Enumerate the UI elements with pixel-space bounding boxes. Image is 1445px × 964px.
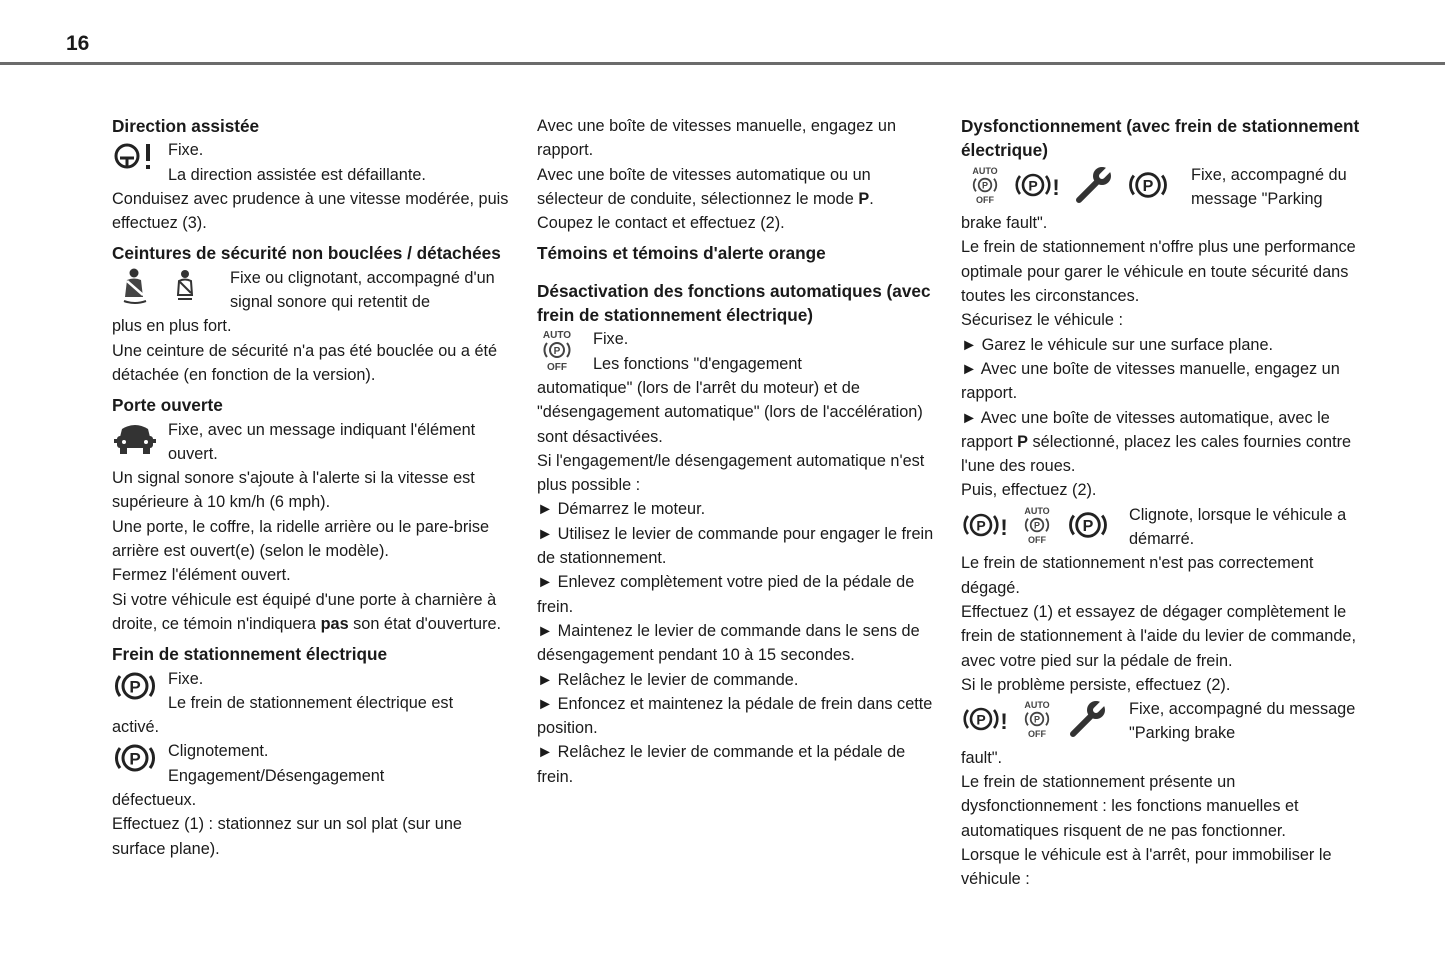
parking-brake-icon <box>1065 508 1111 542</box>
bullet-item: ► Utilisez le levier de commande pour engager le frein de stationnement. <box>537 524 934 568</box>
frein-blink-continuation: défectueux. <box>112 791 197 810</box>
steering-warning-icon <box>112 139 156 173</box>
svg-text:!: ! <box>1052 174 1060 200</box>
bullet-item: ► Garez le véhicule sur une surface plane. <box>961 335 1274 354</box>
auto-off-parking-icon <box>967 164 1003 206</box>
auto-off-parking-icon <box>1019 504 1055 546</box>
col3-paragraph-3: Puis, effectuez (2). <box>961 481 1097 500</box>
bullet-item: ► Relâchez le levier de commande et la pédale de frein. <box>537 743 906 786</box>
direction-line-2: La direction assistée est défaillante. <box>168 165 426 184</box>
door-open-icon <box>112 419 158 459</box>
frein-active-block <box>112 667 512 716</box>
dysf-2-line-1: Clignote, lorsque le véhicule a démarré. <box>1129 505 1347 549</box>
svg-text:P: P <box>976 711 986 728</box>
svg-text:P: P <box>1028 177 1038 194</box>
frein-active-line-1: Fixe. <box>168 669 204 688</box>
svg-text:P: P <box>1033 714 1041 725</box>
svg-text:AUTO: AUTO <box>1024 700 1050 711</box>
col2-paragraph-1: Avec une boîte de vitesses manuelle, engagez un rapport. <box>537 117 897 160</box>
svg-text:P: P <box>129 749 141 769</box>
col3-paragraph-4: Le frein de stationnement n'est pas correctement dégagé. <box>961 554 1314 597</box>
bullet-item: ► Avec une boîte de vitesses manuelle, engagez un rapport. <box>961 359 1340 403</box>
col3-paragraph-2: Sécurisez le véhicule : <box>961 311 1123 330</box>
svg-text:OFF: OFF <box>547 362 567 373</box>
col2-paragraph-2: Avec une boîte de vitesses automatique ou un sélecteur de conduite, sélectionnez le mode P. <box>537 165 874 208</box>
frein-blink-line-1: Clignotement. <box>168 742 269 761</box>
porte-paragraph-2: Une porte, le coffre, la ridelle arrière ou le pare-brise arrière est ouvert(e) (selon le modèle). <box>112 517 490 561</box>
heading-direction-assistee: Direction assistée <box>112 116 260 136</box>
svg-text:AUTO: AUTO <box>972 165 998 176</box>
dysf-3-line-1: Fixe, accompagné du message "Parking brake <box>1129 700 1356 743</box>
svg-text:P: P <box>129 677 141 697</box>
ceintures-paragraph: Une ceinture de sécurité n'a pas été bouclée ou a été détachée (en fonction de la version). <box>112 341 498 384</box>
frein-active-line-2: Le frein de stationnement électrique est <box>168 693 454 712</box>
dysf-block-3 <box>961 697 1361 746</box>
svg-text:P: P <box>553 346 561 358</box>
svg-text:OFF: OFF <box>976 194 994 205</box>
svg-text:AUTO: AUTO <box>542 330 572 342</box>
svg-text:!: ! <box>1000 514 1008 540</box>
ceintures-line-1: Fixe ou clignotant, accompagné d'un signal sonore qui retentit de <box>230 268 495 312</box>
auto-off-parking-icon <box>537 328 577 372</box>
dysf-block-1 <box>961 163 1361 212</box>
direction-continuation: Conduisez avec prudence à une vitesse modérée, puis effectuez (3). <box>112 189 509 233</box>
heading-porte-ouverte: Porte ouverte <box>112 395 223 416</box>
svg-text:OFF: OFF <box>1028 534 1046 545</box>
svg-text:!: ! <box>1000 709 1008 735</box>
svg-text:P: P <box>981 180 989 191</box>
ceintures-block <box>112 266 512 315</box>
heading-dysfonctionnement: Dysfonctionnement (avec frein de stationnement électrique) <box>961 116 1360 161</box>
desactivation-line-2: Les fonctions "d'engagement <box>593 354 802 373</box>
svg-text:P: P <box>1033 520 1041 531</box>
wrench-icon <box>1071 164 1115 206</box>
parking-brake-blink-icon <box>112 740 158 776</box>
bullet-item: ► Démarrez le moteur. <box>537 500 706 519</box>
col2-paragraph-3: Coupez le contact et effectuez (2). <box>537 214 785 233</box>
frein-active-continuation: activé. <box>112 718 160 737</box>
heading-temoins-orange: Témoins et témoins d'alerte orange <box>537 243 826 264</box>
parking-brake-icon <box>1125 168 1171 202</box>
header-rule <box>0 62 1445 65</box>
porte-block <box>112 418 512 467</box>
frein-blink-block <box>112 739 512 788</box>
col3-paragraph-1: Le frein de stationnement n'offre plus une performance optimale pour garer le véhicule en toute sécurité dans toutes les circonstances. <box>961 238 1356 306</box>
porte-paragraph-1: Un signal sonore s'ajoute à l'alerte si la vitesse est supérieure à 10 km/h (6 mph). <box>112 469 475 512</box>
porte-paragraph-3: Fermez l'élément ouvert. <box>112 566 291 585</box>
frein-paragraph: Effectuez (1) : stationnez sur un sol plat (sur une surface plane). <box>112 815 462 858</box>
wrench-icon <box>1065 698 1109 740</box>
seatbelt-rear-icon <box>172 267 200 307</box>
svg-text:AUTO: AUTO <box>1024 505 1050 516</box>
svg-text:P: P <box>1142 176 1154 195</box>
dysf-3-continuation: fault". <box>961 748 1003 767</box>
heading-ceintures: Ceintures de sécurité non bouclées / détachées <box>112 243 501 264</box>
bullet-item: ► Relâchez le levier de commande. <box>537 670 799 689</box>
heading-desactivation: Désactivation des fonctions automatiques (avec frein de stationnement électrique) <box>537 280 931 326</box>
seatbelt-icon <box>118 267 152 307</box>
parking-brake-icon <box>112 668 158 704</box>
col3-paragraph-6: Si le problème persiste, effectuez (2). <box>961 675 1231 694</box>
desactivation-line-1: Fixe. <box>593 330 629 349</box>
porte-paragraph-4: Si votre véhicule est équipé d'une porte à charnière à droite, ce témoin n'indiquera pas son état d'ouverture. <box>112 590 502 633</box>
bullet-item: ► Maintenez le levier de commande dans le sens de désengagement pendant 10 à 15 secondes. <box>537 621 920 665</box>
column-3 <box>961 114 1361 892</box>
porte-line-1: Fixe, avec un message indiquant l'élément ouvert. <box>168 420 476 463</box>
parking-brake-fault-icon <box>961 703 1009 735</box>
parking-brake-fault-icon <box>1013 169 1061 201</box>
auto-off-parking-icon <box>1019 698 1055 740</box>
svg-text:P: P <box>1082 516 1094 535</box>
direction-line-1: Fixe. <box>168 141 204 160</box>
bullet-item: ► Avec une boîte de vitesses automatique, avec le rapport P sélectionné, placez les cales fournies contre l'une des roues. <box>961 408 1352 476</box>
ceintures-continuation: plus en plus fort. <box>112 317 232 336</box>
page-number: 16 <box>66 32 90 55</box>
desactivation-continuation: automatique" (lors de l'arrêt du moteur) et de "désengagement automatique" (lors de l'accélération) sont désactivées. <box>537 378 923 446</box>
col3-paragraph-7: Le frein de stationnement présente un dysfonctionnement : les fonctions manuelles et automatiques risquent de ne pas fonctionner. <box>961 773 1299 840</box>
parking-brake-fault-icon <box>961 509 1009 541</box>
col3-paragraph-5: Effectuez (1) et essayez de dégager complètement le frein de stationnement à l'aide du levier de commande, avec votre pied sur la pédale de frein. <box>961 602 1356 670</box>
dysf-1-continuation: brake fault". <box>961 214 1048 233</box>
column-1 <box>112 114 512 861</box>
bullet-item: ► Enlevez complètement votre pied de la pédale de frein. <box>537 573 915 616</box>
column-2 <box>537 114 937 789</box>
desactivation-block <box>537 327 937 376</box>
bullet-item: ► Enfoncez et maintenez la pédale de frein dans cette position. <box>537 694 933 738</box>
col2-paragraph-4: Si l'engagement/le désengagement automatique n'est plus possible : <box>537 451 925 495</box>
frein-blink-line-2: Engagement/Désengagement <box>168 766 385 785</box>
dysf-1-line-1: Fixe, accompagné du message "Parking <box>1191 165 1347 208</box>
svg-text:OFF: OFF <box>1028 729 1046 740</box>
dysf-block-2 <box>961 503 1361 552</box>
direction-block <box>112 138 512 187</box>
svg-text:P: P <box>976 517 986 534</box>
col3-paragraph-8: Lorsque le véhicule est à l'arrêt, pour immobiliser le véhicule : <box>961 845 1332 889</box>
heading-frein-electrique: Frein de stationnement électrique <box>112 644 388 665</box>
